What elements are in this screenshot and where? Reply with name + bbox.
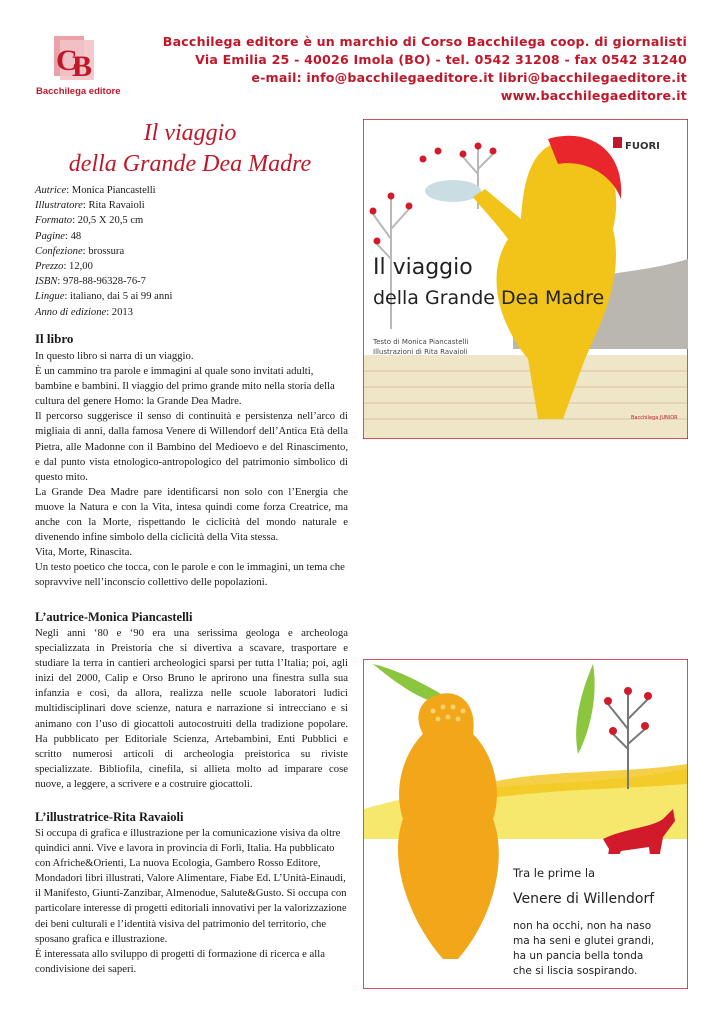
section-heading-autrice: L’autrice-Monica Piancastelli [35, 610, 193, 624]
paragraph: Negli anni ‘80 e ‘90 era una serissima geologa e archeologa specializzata in Preistoria che si divertiva a scavare, trasportare e studiare la terra in cantieri archeologici sparsi per tutta l’Italia; poi, agli inizi del 2000, Calip e Orso Bruno le aprirono una finestra sulla sua infanzia e così, da allora, realizza nelle scuole laboratori ludici multidisciplinari dove scienze, natura e narrazione si intrecciano e si animano con l’uso di giocattoli autocostruiti della tradizione popolare. Ha pubblicato per Editoriale Scienza, Artebambini, Enti Pubblici e scritto numerosi articoli di archeologia preistorica su riviste specializzate. Bibliofila, cinefila, si allieta molto ad imparare cose nuove, a leggere, a scrivere e a costruire giocattoli. [35, 627, 348, 790]
meta-row: Confezione: brossura [35, 245, 125, 257]
book-title [40, 118, 340, 180]
paragraph: Il percorso suggerisce il senso di continuità e persistenza nell’arco di migliaia di anni, dalla famosa Venere di Willendorf dell’Antica Età della Pietra, alle Madonne con il Bambino del Medioevo e del Rinascimento, e dal punto vista etnologico-antropologico del patrimonio simbolico di questo mito. [35, 410, 348, 483]
svg-text:C: C [56, 44, 78, 77]
paragraph: Un testo poetico che tocca, con le parole e con le immagini, un tema che sopravvive nell’inconscio collettivo delle popolazioni. [35, 561, 345, 589]
meta-row: Anno di edizione: 2013 [35, 306, 133, 318]
header-line-website[interactable]: www.bacchilegaeditore.it [500, 88, 687, 103]
caption-line6: che si liscia sospirando. [513, 965, 638, 977]
meta-row: Autrice: Monica Piancastelli [35, 185, 156, 196]
caption-line3: non ha occhi, non ha naso [513, 920, 652, 932]
header-line-address: Via Emilia 25 - 40026 Imola (BO) - tel. 0542 31208 - fax 0542 31240 [195, 52, 687, 67]
meta-row: Illustratore: Rita Ravaioli [35, 200, 145, 212]
book-cover-image [363, 119, 688, 439]
paragraph: È un cammino tra parole e immagini al quale sono invitati adulti, bambine e bambini. Il viaggio del primo grande mito nella storia della cultura del genere Homo: la Grande Dea Madre. [35, 365, 335, 408]
book-title-line1: Il viaggio [143, 120, 237, 146]
meta-row: ISBN: 978-88-96328-76-7 [35, 276, 146, 288]
svg-text:FUORI: FUORI [625, 141, 660, 152]
caption-line5: ha un pancia bella tonda [513, 950, 644, 962]
paragraph: È interessata allo sviluppo di progetti di formazione di ricerca e alla condivisione dei saperi. [35, 947, 325, 975]
svg-text:Bacchilega editore: Bacchilega editore [36, 86, 121, 97]
header-line-email[interactable]: e-mail: info@bacchilegaeditore.it libri@bacchilegaeditore.it [251, 70, 687, 85]
paragraph: Si occupa di grafica e illustrazione per la comunicazione visiva da oltre quindici anni. Vive e lavora in provincia di Forlì, Italia. Ha pubblicato con Afriche&Orienti, La nuova Ecologia, Gambero Rosso Editore, Mondadori libri illustrati, Valore Alimentare, Fiabe Ed. L’Unità-Einaudi, il Manifesto, Giunti-Zanzibar, Almenodue, Salute&Gusto. Si occupa con particolare interesse di progetti editoriali innovativi per la valorizzazione dei beni culturali e l’identità visiva del patrimonio del territorio, che sposano grafica e illustrazione. [35, 827, 347, 945]
book-metadata [35, 183, 365, 320]
meta-row: Formato: 20,5 X 20,5 cm [35, 215, 144, 227]
meta-row: Prezzo: 12,00 [35, 261, 93, 273]
meta-row: Lingue: italiano, dai 5 ai 99 anni [35, 291, 173, 303]
caption-line2: Venere di Willendorf [513, 891, 655, 907]
section-heading-illustratrice: L’illustratrice-Rita Ravaioli [35, 810, 184, 824]
cover-title-line2: della Grande Dea Madre [373, 287, 605, 309]
cover-credit-author: Testo di Monica Piancastelli [373, 338, 469, 346]
publisher-logo [32, 30, 124, 100]
section-libro-text [35, 349, 348, 591]
caption-line4: ma ha seni e glutei grandi, [513, 935, 655, 947]
paragraph: In questo libro si narra di un viaggio. [35, 350, 194, 362]
caption-line1: Tra le prime la [513, 866, 596, 880]
section-heading-libro: Il libro [35, 331, 74, 346]
section-illustratrice-text [35, 826, 348, 977]
interior-illustration [363, 659, 688, 989]
cover-title-line1: Il viaggio [373, 255, 473, 280]
header-line-coop: Bacchilega editore è un marchio di Corso Bacchilega coop. di giornalisti [162, 34, 687, 49]
paragraph: La Grande Dea Madre pare identificarsi non solo con l’Energia che muove la Natura e con la Vita, intesa quindi come forza Creatrice, ma anche con la Morte, rispettando le ciclicità del mondo naturale e divenendo infine simbolo della ciclicità della Vita stessa. [35, 485, 348, 544]
meta-row: Pagine: 48 [35, 230, 82, 242]
cover-publisher-mark: Bacchilega JUNIOR [631, 415, 678, 421]
book-title-line2: della Grande Dea Madre [68, 151, 312, 177]
paragraph: Vita, Morte, Rinascita. [35, 546, 133, 559]
svg-text:B: B [72, 50, 93, 83]
section-autrice-text [35, 626, 348, 792]
cover-credit-illustrator: Illustrazioni di Rita Ravaioli [373, 348, 468, 356]
